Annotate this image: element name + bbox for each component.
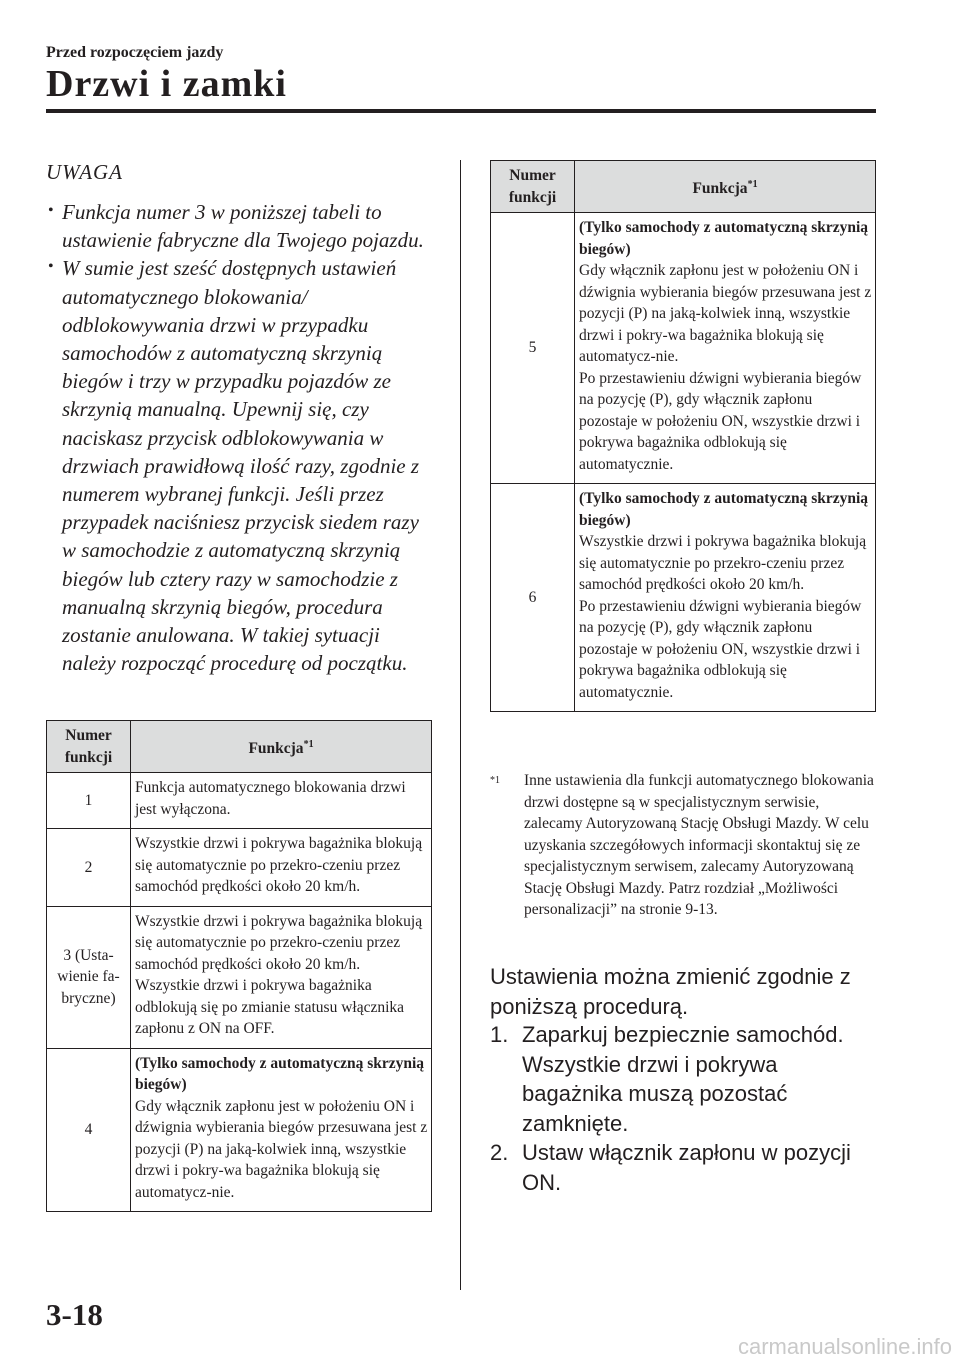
function-number: 3 (Usta-wienie fa-bryczne)	[47, 906, 131, 1048]
table-header-row	[491, 161, 876, 213]
procedure-step	[490, 1138, 880, 1197]
function-table-part-2	[490, 160, 876, 712]
footnote-text: Inne ustawienia dla funkcji automatycznego blokowania drzwi dostępne są w specjalistycznym serwisie, zalecamy Autoryzowaną Stację Obsługi Mazdy. W celu uzyskania szczegółowych informacji skontaktuj się ze specjalistycznym serwisem, zalecamy Autoryzowaną Stację Obsługi Mazdy. Patrz rozdział „Możliwości personalizacji” na stronie 9-13.	[524, 772, 874, 918]
step-number: 2.	[490, 1140, 509, 1165]
function-number: 4	[47, 1048, 131, 1212]
page-title: Drzwi i zamki	[46, 63, 287, 105]
function-text: Po przestawieniu dźwigni wybierania biegów na pozycję (P), gdy włącznik zapłonu pozostaje w położeniu ON, wszystkie drzwi i pokrywa bagażnika odblokują się automatycznie.	[579, 369, 862, 473]
column-divider	[460, 160, 461, 1290]
function-condition: (Tylko samochody z automatyczną skrzynią biegów)	[135, 1054, 425, 1093]
function-description: Wszystkie drzwi i pokrywa bagażnika blokują się automatycznie po przekro-czeniu przez samochód prędkości około 20 km/h. Wszystkie drzwi i pokrywa bagażnika odblokują się po zmianie statusu włącznika zapłonu z ON na OFF.	[131, 906, 432, 1048]
header-function-number: Numer funkcji	[47, 721, 131, 773]
function-number: 5	[491, 213, 575, 484]
table-header-row	[47, 721, 432, 773]
table-row	[491, 484, 876, 712]
footnote-mark: *1	[747, 178, 758, 190]
warning-item: • W sumie jest sześć dostępnych ustawień automatycznego blokowania/ odblokowywania drzwi w przypadku samochodów z automatyczną skrzynią biegów i trzy w przypadku pojazdów ze skrzynią manualną. Upewnij się, czy naciskasz przycisk odblokowywania w drzwiach prawidłową ilość razy, zgodnie z numerem wybranej funkcji. Jeśli przez przypadek naciśniesz przycisk siedem razy w samochodzie z automatyczną skrzynią biegów lub cztery razy w samochodzie z manualną skrzynią biegów, procedura zostanie anulowana. W takiej sytuacji należy rozpocząć procedurę od początku.	[46, 254, 438, 677]
procedure-step	[490, 1020, 880, 1138]
function-text: Gdy włącznik zapłonu jest w położeniu ON i dźwignia wybierania biegów przesuwana jest z pozycji (P) na jaką-kolwiek inną, wszystkie drzwi i pokry-wa bagażnika blokują się automatycz-nie.	[579, 262, 872, 365]
section-name: Przed rozpoczęciem jazdy	[46, 44, 224, 61]
footnote	[490, 770, 876, 921]
watermark: carmanualsonline.info	[737, 1334, 952, 1359]
step-text: Ustaw włącznik zapłonu w pozycji ON.	[522, 1140, 851, 1195]
function-table-part-1	[46, 720, 432, 1212]
function-description	[131, 1048, 432, 1212]
function-description: Wszystkie drzwi i pokrywa bagażnika blokują się automatycznie po przekro-czeniu przez samochód prędkości około 20 km/h.	[131, 829, 432, 907]
header-divider	[46, 109, 876, 113]
footnote-mark: *1	[303, 738, 314, 750]
warning-heading: UWAGA	[46, 160, 124, 184]
function-text: Po przestawieniu dźwigni wybierania biegów na pozycję (P), gdy włącznik zapłonu pozostaje w położeniu ON, wszystkie drzwi i pokrywa bagażnika odblokują się automatycznie.	[579, 597, 862, 701]
function-description: Funkcja automatycznego blokowania drzwi jest wyłączona.	[131, 773, 432, 829]
function-number: 6	[491, 484, 575, 712]
function-text: Gdy włącznik zapłonu jest w położeniu ON i dźwignia wybierania biegów przesuwana jest z pozycji (P) na jaką-kolwiek inną, wszystkie drzwi i pokry-wa bagażnika blokują się automatycz-nie.	[135, 1097, 428, 1201]
table-row	[491, 213, 876, 484]
header-function: Funkcja$^{*1}$	[131, 721, 432, 773]
table-row	[47, 773, 432, 829]
function-number: 2	[47, 829, 131, 907]
page-number: 3-18	[46, 1297, 103, 1332]
table-row	[47, 906, 432, 1048]
function-condition: (Tylko samochody z automatyczną skrzynią biegów)	[579, 490, 869, 529]
step-text: Zaparkuj bezpiecznie samochód. Wszystkie drzwi i pokrywa bagażnika muszą pozostać zamknięte.	[522, 1022, 844, 1136]
table-row	[47, 1048, 432, 1212]
step-number: 1.	[490, 1022, 509, 1047]
table-row	[47, 829, 432, 907]
header-function: Funkcja$^{*1}$	[575, 161, 876, 213]
footnote-marker: *1	[490, 775, 500, 786]
header-function-number: Numer funkcji	[491, 161, 575, 213]
warning-item: • Funkcja numer 3 w poniższej tabeli to ustawienie fabryczne dla Twojego pojazdu.	[46, 198, 438, 254]
function-description	[575, 484, 876, 712]
warning-list	[46, 198, 438, 677]
function-number: 1	[47, 773, 131, 829]
function-description	[575, 213, 876, 484]
function-text: Wszystkie drzwi i pokrywa bagażnika blokują się automatycznie po przekro-czeniu przez samochód prędkości około 20 km/h.	[579, 533, 867, 593]
procedure-intro: Ustawienia można zmienić zgodnie z poniższą procedurą.	[490, 964, 851, 1019]
function-condition: (Tylko samochody z automatyczną skrzynią biegów)	[579, 219, 869, 258]
procedure-steps	[490, 1020, 880, 1197]
